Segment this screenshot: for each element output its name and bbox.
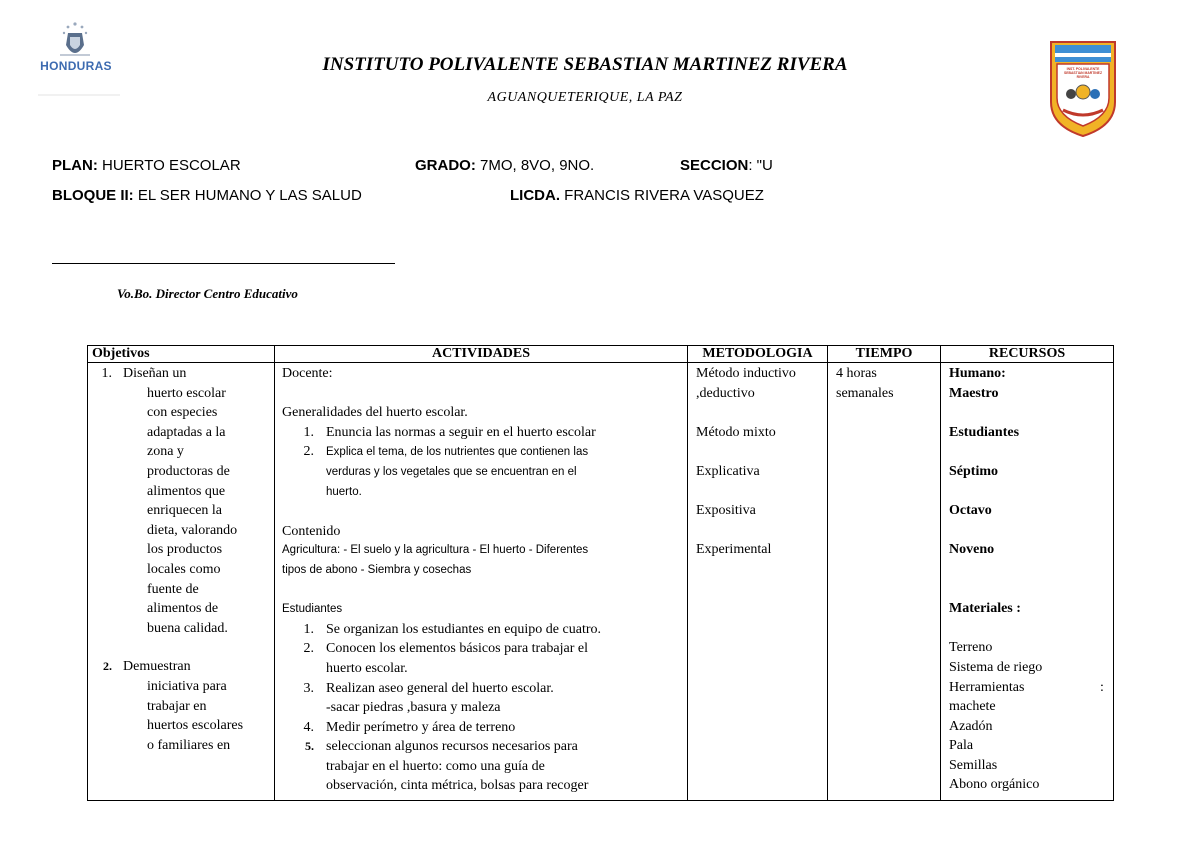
licda-value: FRANCIS RIVERA VASQUEZ [564,187,764,204]
cell-tiempo [828,363,941,801]
header-metodologia: METODOLOGIA [688,346,828,363]
objective-line: iniciativa para [147,678,227,694]
method-item: Expositiva [696,503,756,519]
activity-line: seleccionan algunos recursos necesarios para [326,739,578,755]
activity-number: 3. [303,680,314,696]
activity-number: 1. [303,621,314,637]
method-item: Método mixto [696,424,776,440]
activity-number: 4. [303,719,314,735]
crest-text: INST. POLIVALENTE SEBASTIAN MARTINEZ RIVERA [1063,67,1103,79]
licda-line [510,187,764,204]
grado-label: GRADO: [415,157,476,174]
generalidades-label: Generalidades del huerto escolar. [282,405,468,421]
activity-line: Enuncia las normas a seguir en el huerto escolar [326,424,596,440]
material-item: Herramientas [949,679,1025,695]
seccion-line [680,157,773,174]
seccion-value: : "U [748,157,773,174]
licda-label: LICDA. [510,187,560,204]
activity-line: -sacar piedras ,basura y maleza [326,700,501,716]
cell-actividades [275,363,688,801]
recurso-octavo: Octavo [949,503,992,519]
activity-number: 2. [303,444,314,460]
school-crest [1049,40,1117,138]
grado-line [415,157,594,174]
header-recursos: RECURSOS [941,346,1114,363]
method-item: ,deductivo [696,385,755,401]
recurso-materiales: Materiales : [949,601,1021,617]
activity-line: Conocen los elementos básicos para trabajar el [326,641,589,657]
activity-line: Se organizan los estudiantes en equipo de cuatro. [326,621,601,637]
cell-recursos [941,363,1114,801]
recurso-septimo: Séptimo [949,463,998,479]
recurso-maestro: Maestro [949,385,999,401]
plan-value: HUERTO ESCOLAR [102,157,241,174]
honduras-logo-text: HONDURAS [40,59,112,73]
material-item: Pala [949,738,974,754]
objective-line: fuente de [147,581,199,597]
material-item: Azadón [949,718,993,734]
method-item: Explicativa [696,463,760,479]
plan-label: PLAN: [52,157,98,174]
director-approval-label: Vo.Bo. Director Centro Educativo [117,286,298,301]
objective-line: enriquecen la [147,503,223,519]
contenido-line: tipos de abono - Siembra y cosechas [282,563,472,576]
lesson-plan-table [87,345,1114,801]
method-item: Experimental [696,542,772,558]
herramientas-colon: : [1100,679,1104,695]
objective-line: los productos [147,542,223,558]
activity-line: observación, cinta métrica, bolsas para recoger [326,778,589,794]
bloque-line [52,187,362,204]
docente-label: Docente: [282,366,333,381]
activity-line: verduras y los vegetales que se encuentran en el [326,465,577,478]
activity-line: huerto. [326,485,362,498]
objective-line: con especies [147,405,218,421]
grado-value: 7MO, 8VO, 9NO. [480,157,595,174]
recurso-humano: Humano: [949,366,1006,381]
objective-line: o familiares en [147,737,231,753]
tiempo-line: 4 horas [836,366,877,381]
contenido-label: Contenido [282,523,341,539]
activity-line: trabajar en el huerto: como una guía de [326,758,545,774]
material-item: Abono orgánico [949,777,1040,793]
tiempo-line: semanales [836,385,894,401]
method-item: Método inductivo [696,366,796,381]
objective-line: Diseñan un [123,366,187,381]
objective-number: 1. [101,366,112,381]
material-item: Sistema de riego [949,659,1043,675]
plan-line [52,157,241,174]
objective-line: alimentos que [147,483,226,499]
activity-line: Explica el tema, de los nutrientes que contienen las [326,446,589,459]
activity-number: 1. [303,424,314,440]
activity-line: huerto escolar. [326,660,408,676]
objective-number: 2. [103,659,112,674]
objective-line: buena calidad. [147,620,228,636]
material-item: Semillas [949,757,998,773]
objective-line: trabajar en [147,698,207,714]
school-crest-icon [1049,40,1117,138]
activity-line: Realizan aseo general del huerto escolar. [326,680,554,696]
cell-objetivos [88,363,275,801]
material-item: Terreno [949,640,993,656]
table-row [88,363,1114,801]
bloque-label: BLOQUE II: [52,187,134,204]
objective-line: huerto escolar [147,385,226,401]
recurso-estudiantes: Estudiantes [949,424,1020,440]
recurso-noveno: Noveno [949,542,995,558]
activity-line: Medir perímetro y área de terreno [326,719,516,735]
objective-line: locales como [147,561,221,577]
institute-title: INSTITUTO POLIVALENTE SEBASTIAN MARTINEZ RIVERA [322,54,848,75]
institute-location: AGUANQUETERIQUE, LA PAZ [487,90,683,105]
objective-line: productoras de [147,463,230,479]
header-tiempo: TIEMPO [828,346,941,363]
activity-number: 2. [303,641,314,657]
header-actividades: ACTIVIDADES [275,346,688,363]
signature-line [52,263,395,264]
table-header-row [88,346,1114,363]
objective-line: dieta, valorando [147,522,238,538]
seccion-label: SECCION [680,157,749,174]
activity-number: 5. [305,739,314,754]
objective-line: Demuestran [123,659,191,675]
objective-line: zona y [147,444,184,460]
material-item: machete [949,699,996,715]
bloque-value: EL SER HUMANO Y LAS SALUD [137,187,362,204]
estudiantes-label: Estudiantes [282,603,343,616]
objective-line: huertos escolares [147,718,244,734]
header-objetivos: Objetivos [88,346,275,363]
cell-metodologia [688,363,828,801]
objective-line: adaptadas a la [147,424,226,440]
objective-line: alimentos de [147,601,219,617]
contenido-line: Agricultura: - El suelo y la agricultura - El huerto - Diferentes [282,544,589,557]
